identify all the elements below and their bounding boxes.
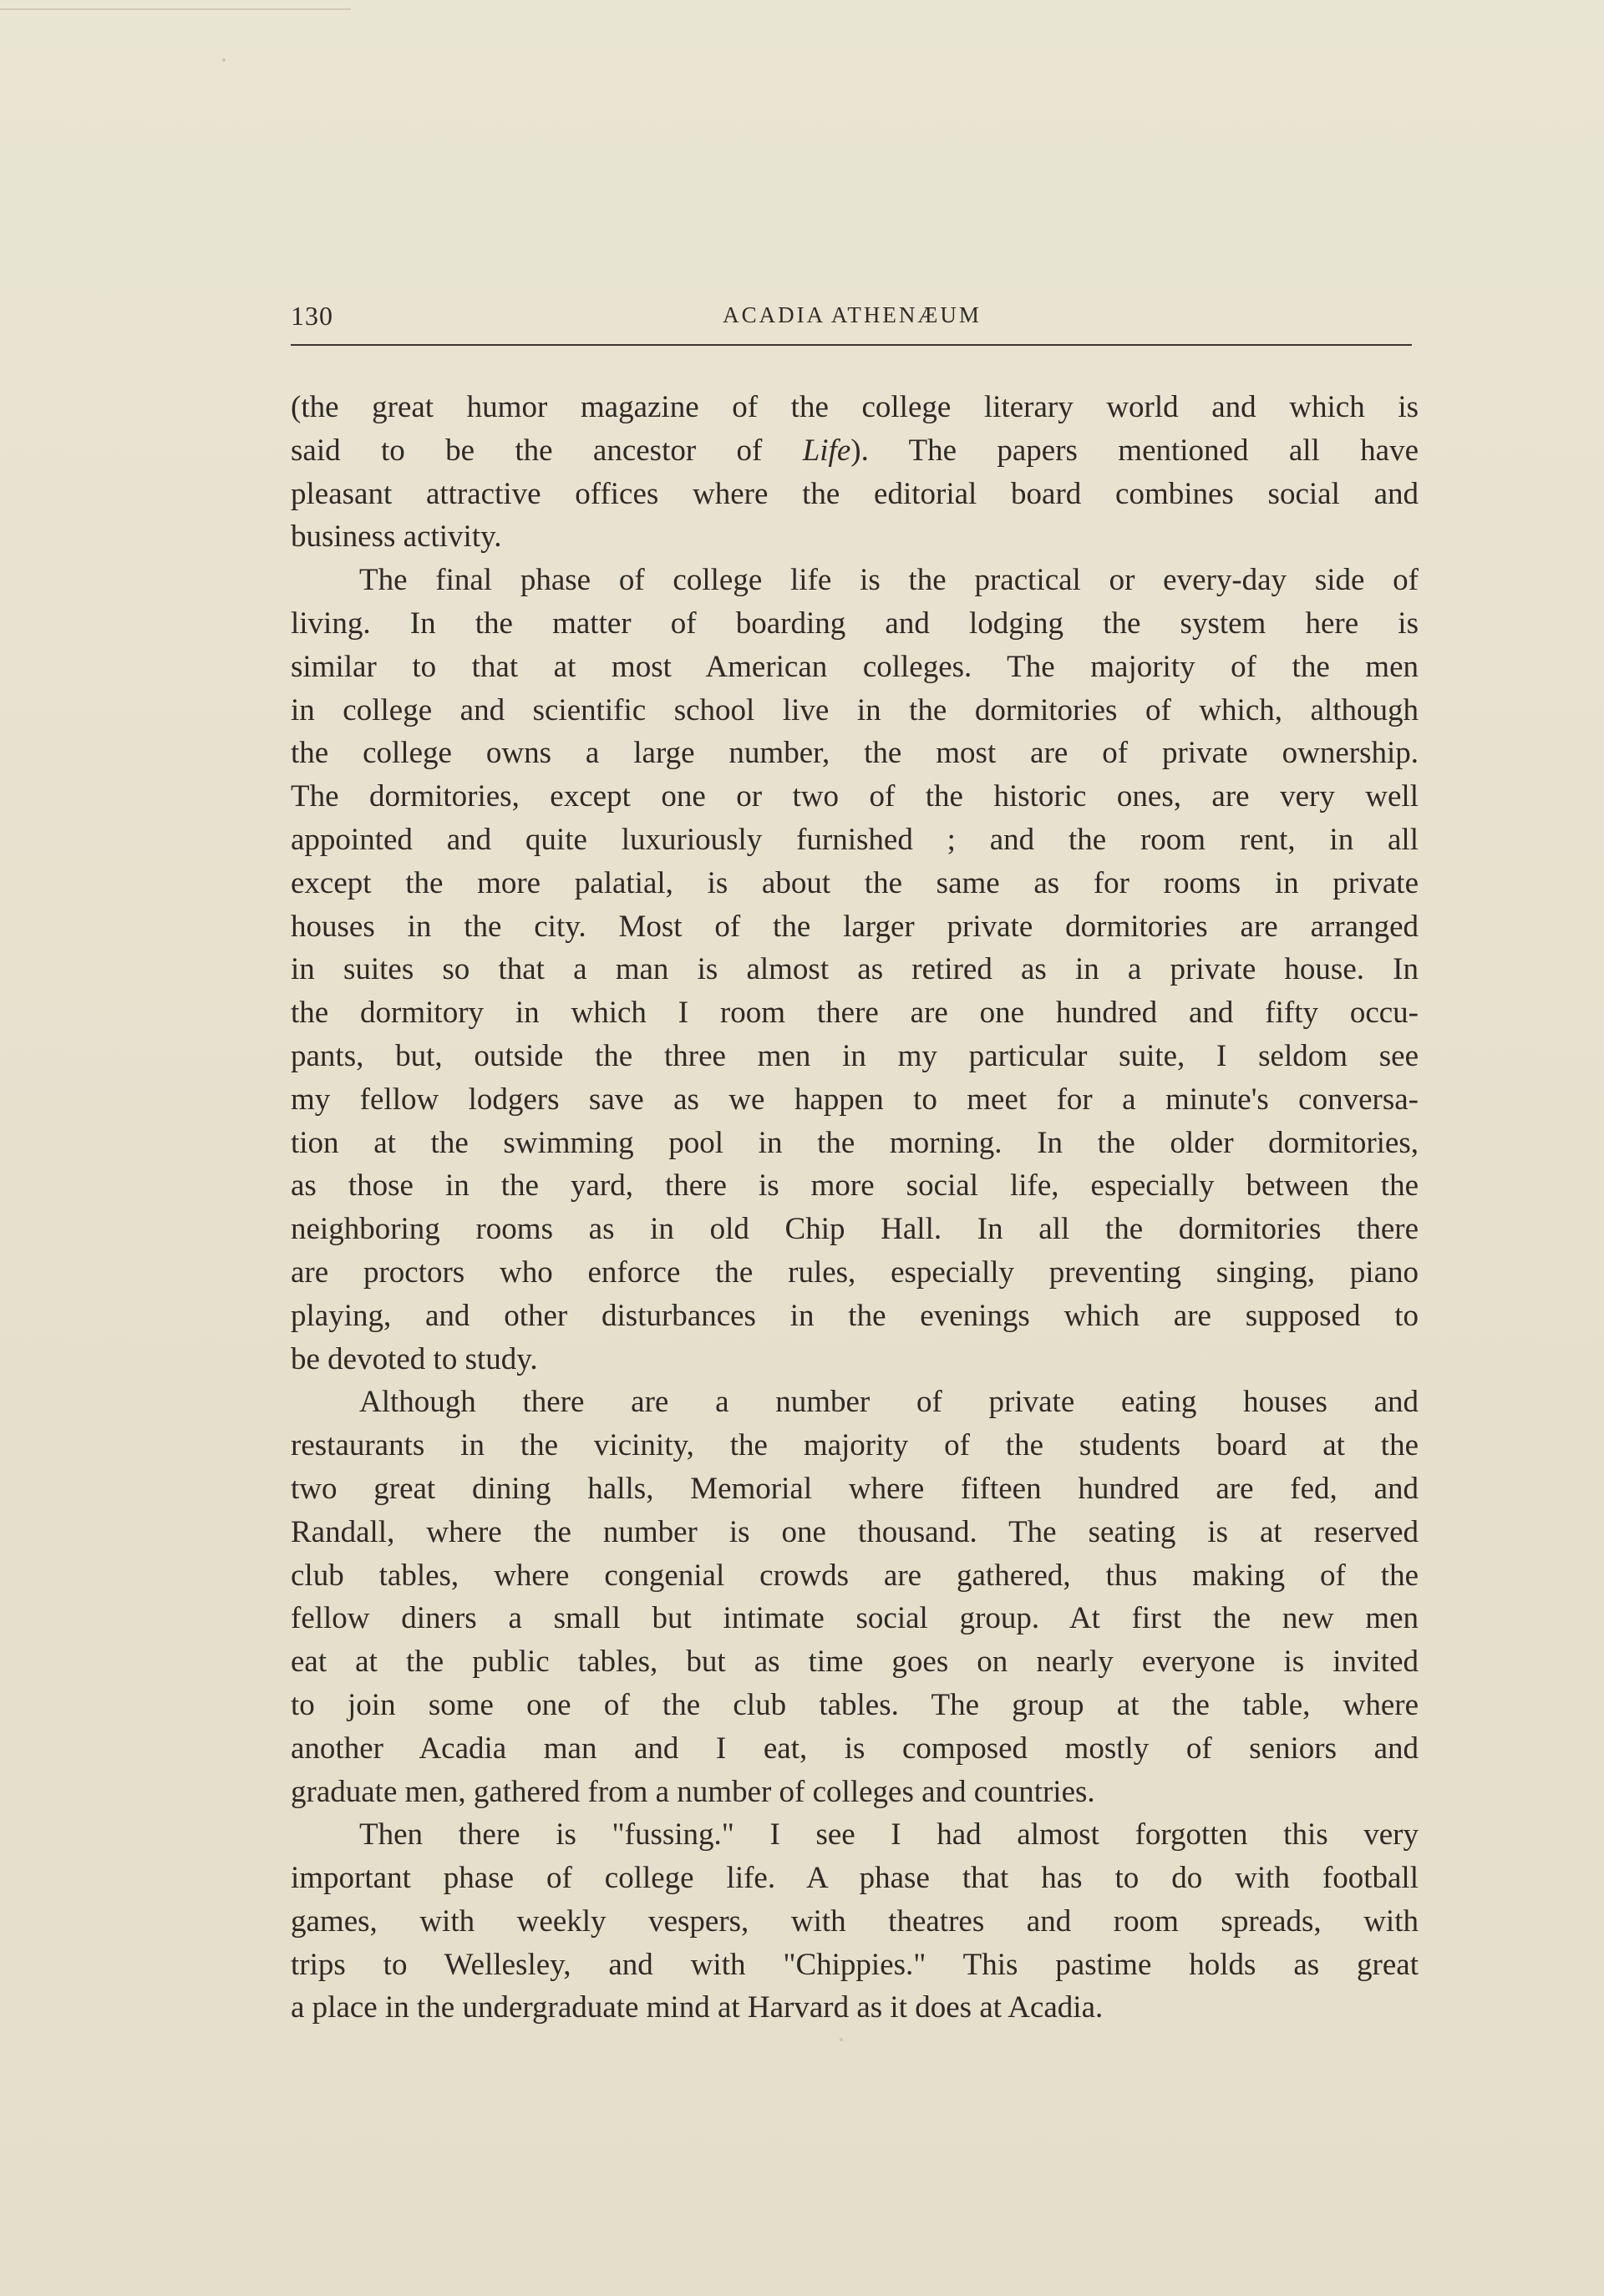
text-line: The dormitories, except one or two of the historic ones, are very well bbox=[291, 779, 1419, 814]
text-line: in college and scientific school live in the dormitories of which, although bbox=[291, 692, 1419, 727]
text-line: in suites so that a man is almost as retired as in a private house. In bbox=[291, 952, 1419, 987]
top-edge-rule bbox=[0, 8, 351, 10]
text-line: club tables, where congenial crowds are gathered, thus making of the bbox=[291, 1558, 1419, 1593]
text-line: trips to Wellesley, and with "Chippies." This pastime holds as great bbox=[291, 1947, 1419, 1982]
text-line: pants, but, outside the three men in my particular suite, I seldom see bbox=[291, 1038, 1419, 1073]
paragraph-first-line: The final phase of college life is the practical or every-day side of bbox=[359, 563, 1419, 598]
text-line: neighboring rooms as in old Chip Hall. In all the dormitories there bbox=[291, 1212, 1419, 1247]
text-line: a place in the undergraduate mind at Harvard as it does at Acadia. bbox=[291, 1990, 1104, 2025]
text-line: eat at the public tables, but as time goes on nearly everyone is invited bbox=[291, 1645, 1419, 1680]
text-line: games, with weekly vespers, with theatres and room spreads, with bbox=[291, 1903, 1419, 1939]
text-line: graduate men, gathered from a number of colleges and countries. bbox=[291, 1774, 1095, 1809]
text-line: pleasant attractive offices where the editorial board combines social and bbox=[291, 476, 1419, 511]
paper-speck bbox=[840, 2038, 843, 2041]
text-line: another Acadia man and I eat, is composed mostly of seniors and bbox=[291, 1731, 1419, 1766]
text-line: appointed and quite luxuriously furnished ; and the room rent, in all bbox=[291, 822, 1419, 857]
text-line: my fellow lodgers save as we happen to meet for a minute's conversa- bbox=[291, 1082, 1419, 1117]
text-line: playing, and other disturbances in the evenings which are supposed to bbox=[291, 1298, 1419, 1333]
text-line: houses in the city. Most of the larger private dormitories are arranged bbox=[291, 909, 1419, 944]
text-line: fellow diners a small but intimate social group. At first the new men bbox=[291, 1601, 1419, 1636]
text-line: except the more palatial, is about the same as for rooms in private bbox=[291, 865, 1419, 900]
page-header bbox=[291, 299, 1414, 342]
text-span: said to be the ancestor of bbox=[291, 433, 803, 468]
text-line: as those in the yard, there is more social life, especially between the bbox=[291, 1168, 1419, 1204]
paragraph-first-line: Then there is "fussing." I see I had almost forgotten this very bbox=[359, 1817, 1419, 1853]
text-line: to join some one of the club tables. The group at the table, where bbox=[291, 1687, 1419, 1722]
text-line: restaurants in the vicinity, the majority of the students board at the bbox=[291, 1428, 1419, 1463]
text-line: the college owns a large number, the most are of private ownership. bbox=[291, 736, 1419, 771]
text-line: Randall, where the number is one thousand. The seating is at reserved bbox=[291, 1514, 1419, 1549]
paper-speck bbox=[222, 58, 226, 62]
text-line: tion at the swimming pool in the morning. In the older dormitories, bbox=[291, 1125, 1419, 1160]
text-line: business activity. bbox=[291, 520, 502, 555]
body-text bbox=[291, 386, 1419, 2030]
running-head: ACADIA ATHENÆUM bbox=[723, 302, 982, 327]
text-line: (the great humor magazine of the college literary world and which is bbox=[291, 390, 1419, 424]
text-span: ). The papers mentioned all have bbox=[850, 433, 1419, 468]
text-line: similar to that at most American colleges. The majority of the men bbox=[291, 649, 1419, 684]
text-line: important phase of college life. A phase that has to do with football bbox=[291, 1861, 1419, 1896]
text-line: be devoted to study. bbox=[291, 1341, 538, 1376]
text-line bbox=[291, 429, 1419, 473]
italic-title: Life bbox=[802, 433, 851, 468]
header-rule bbox=[291, 344, 1412, 346]
text-line: two great dining halls, Memorial where fifteen hundred are fed, and bbox=[291, 1471, 1419, 1506]
text-line: the dormitory in which I room there are one hundred and fifty occu- bbox=[291, 996, 1419, 1031]
text-line: living. In the matter of boarding and lodging the system here is bbox=[291, 606, 1419, 641]
page-number: 130 bbox=[291, 301, 333, 331]
paragraph-first-line: Although there are a number of private eating houses and bbox=[359, 1385, 1419, 1420]
text-line: are proctors who enforce the rules, especially preventing singing, piano bbox=[291, 1254, 1419, 1290]
